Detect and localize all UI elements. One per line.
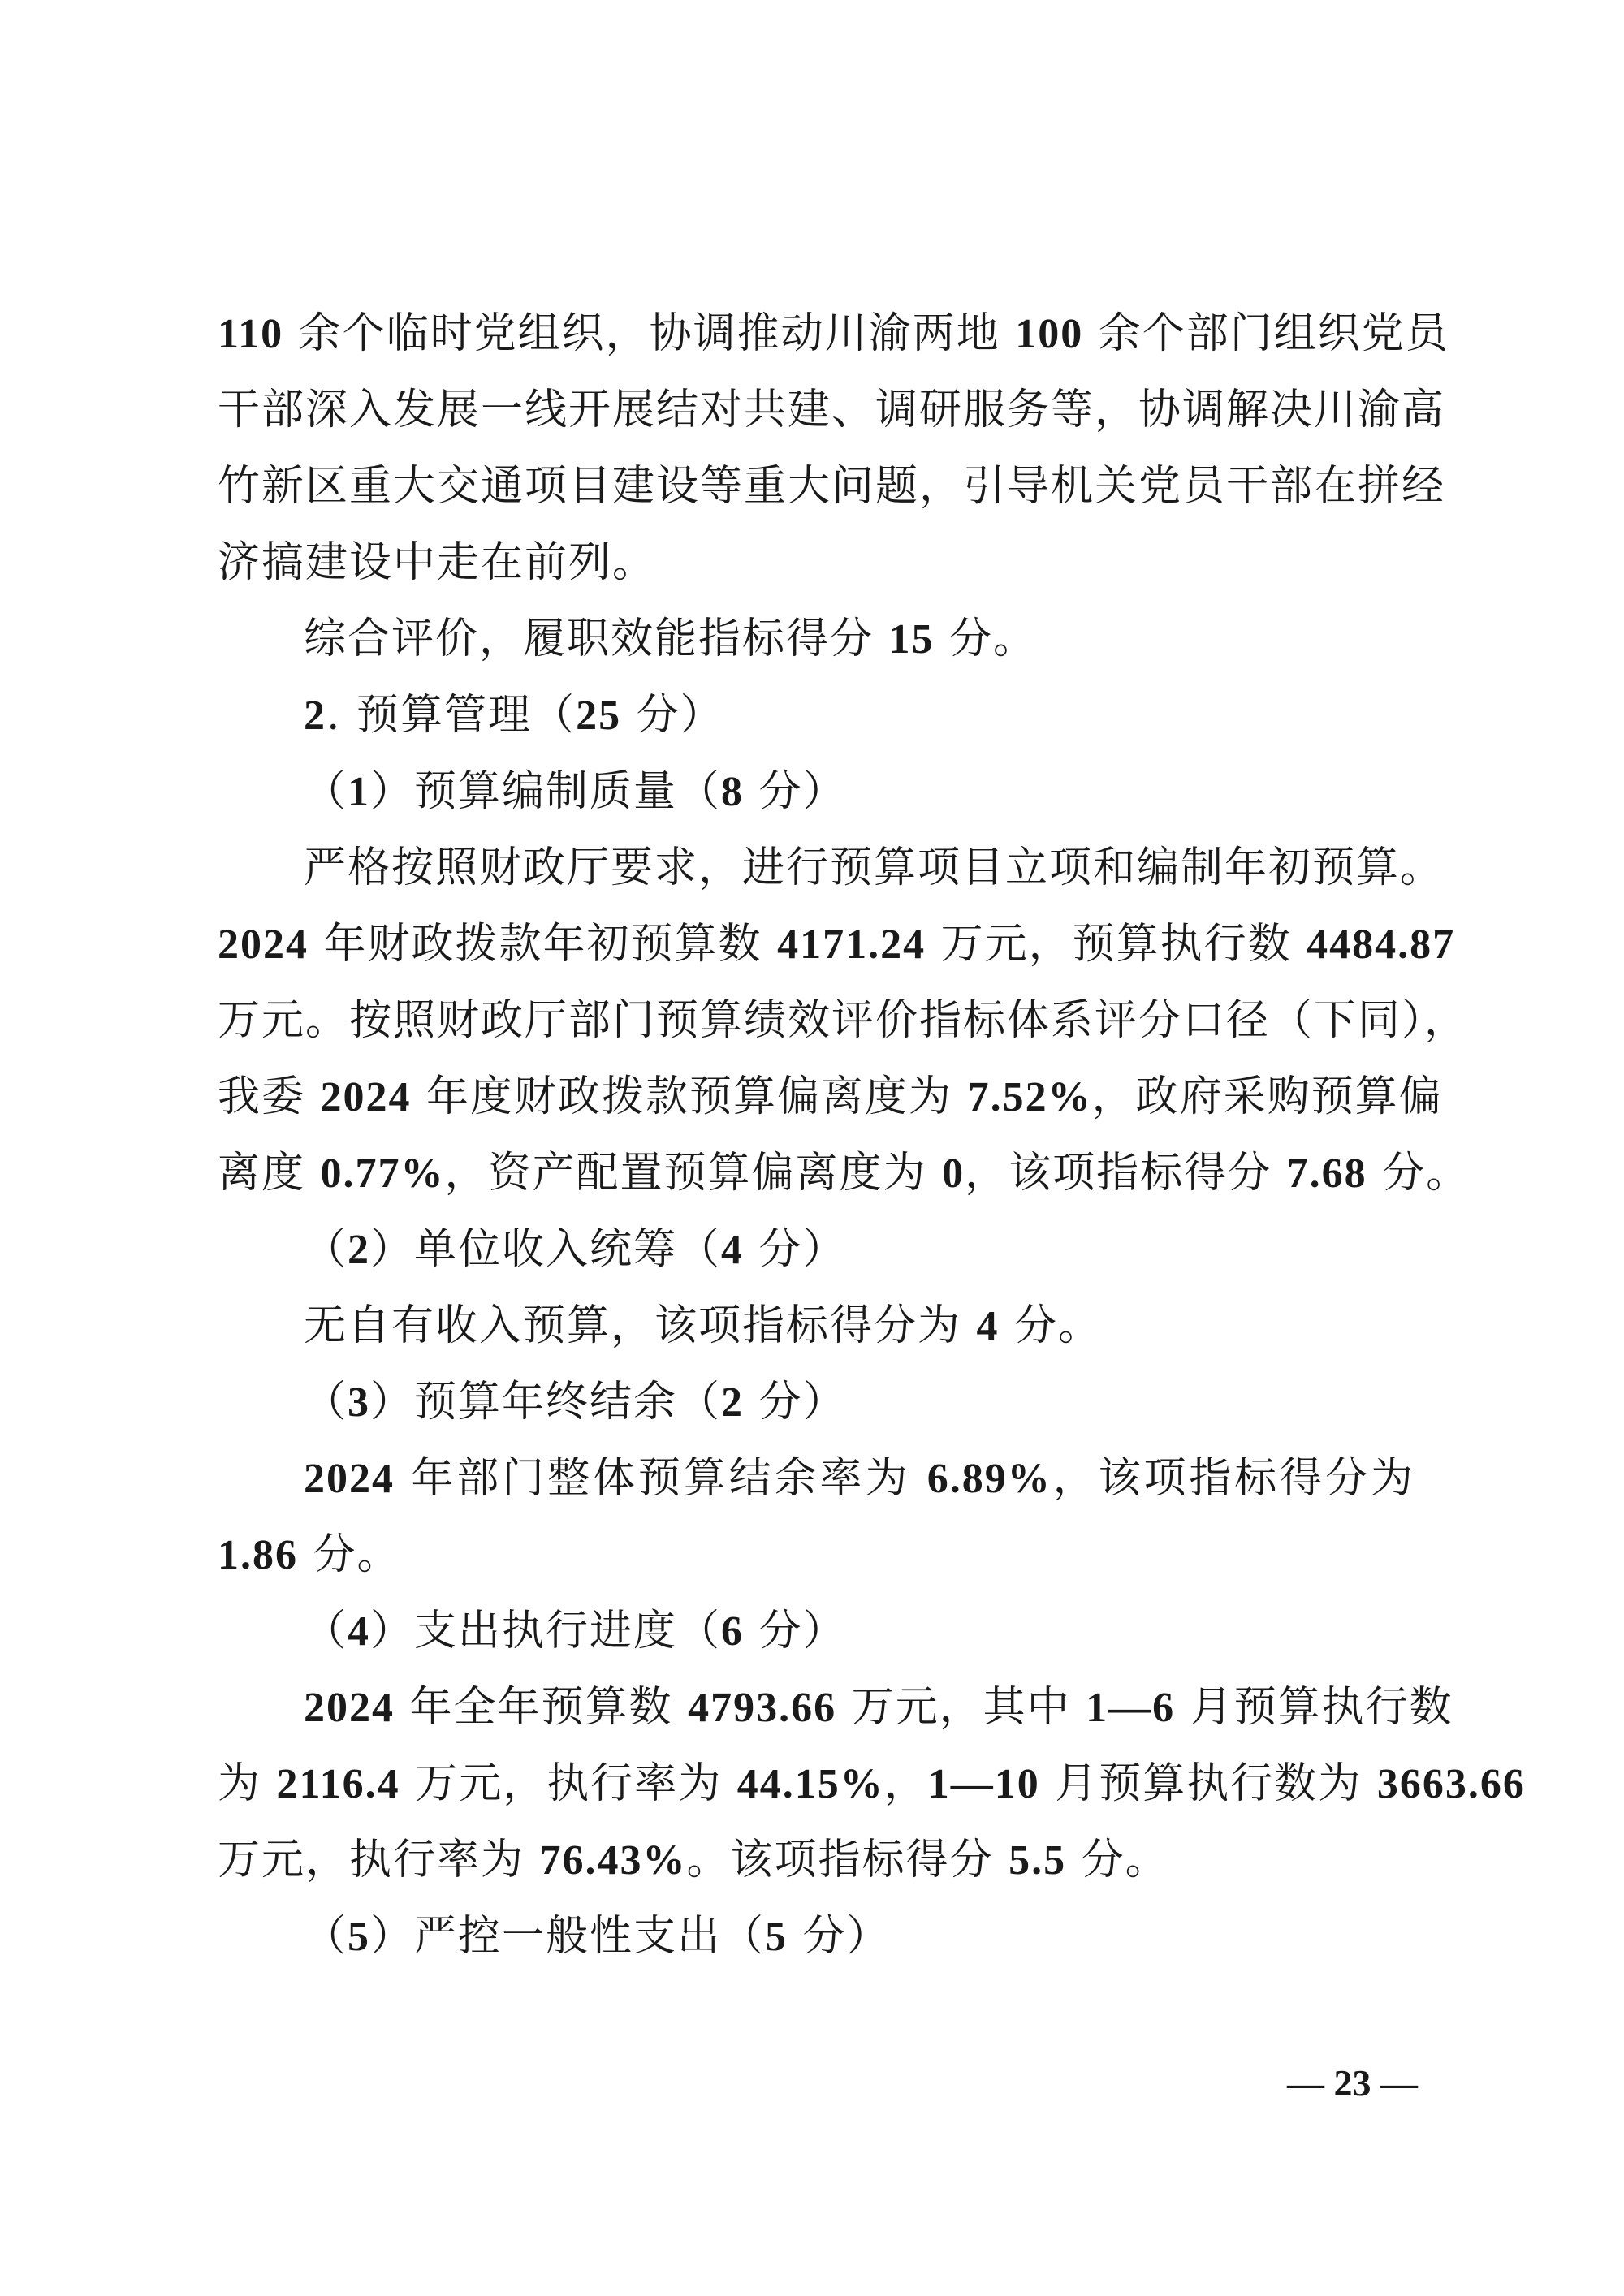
paragraph-line: 干部深入发展一线开展结对共建、调研服务等，协调解决川渝高 (218, 386, 1446, 434)
paragraph-line: 我委 2024 年度财政拨款预算偏离度为 7.52%，政府采购预算偏 (218, 1072, 1443, 1121)
paragraph-line: 无自有收入预算，该项指标得分为 4 分。 (304, 1301, 1103, 1350)
section-heading: 2. 预算管理（25 分） (304, 691, 724, 740)
subsection-heading: （5）严控一般性支出（5 分） (304, 1912, 891, 1961)
summary-line: 综合评价，履职效能指标得分 15 分。 (304, 615, 1038, 663)
paragraph-line: 严格按照财政厅要求，进行预算项目立项和编制年初预算。 (304, 844, 1445, 892)
paragraph-line: 竹新区重大交通项目建设等重大问题，引导机关党员干部在拼经 (218, 462, 1446, 511)
page-number: — 23 — (1287, 2062, 1418, 2104)
paragraph-line: 济搞建设中走在前列。 (218, 538, 657, 587)
subsection-heading: （2）单位收入统筹（4 分） (304, 1225, 847, 1274)
paragraph-line: 万元。按照财政厅部门预算绩效评价指标体系评分口径（下同）， (218, 996, 1469, 1045)
subsection-heading: （3）预算年终结余（2 分） (304, 1378, 847, 1426)
subsection-heading: （1）预算编制质量（8 分） (304, 767, 847, 816)
paragraph-line: 万元，执行率为 76.43%。该项指标得分 5.5 分。 (218, 1836, 1169, 1884)
paragraph-line: 2024 年全年预算数 4793.66 万元，其中 1—6 月预算执行数 (304, 1683, 1453, 1732)
paragraph-line: 为 2116.4 万元，执行率为 44.15%，1—10 月预算执行数为 3663.66 (218, 1759, 1526, 1808)
paragraph-line: 离度 0.77%，资产配置预算偏离度为 0，该项指标得分 7.68 分。 (218, 1149, 1471, 1198)
paragraph-line: 2024 年财政拨款年初预算数 4171.24 万元，预算执行数 4484.87 (218, 920, 1456, 969)
subsection-heading: （4）支出执行进度（6 分） (304, 1607, 847, 1655)
paragraph-line: 1.86 分。 (218, 1530, 401, 1579)
paragraph-line: 2024 年部门整体预算结余率为 6.89%，该项指标得分为 (304, 1454, 1415, 1503)
paragraph-line: 110 余个临时党组织，协调推动川渝两地 100 余个部门组织党员 (218, 309, 1449, 358)
